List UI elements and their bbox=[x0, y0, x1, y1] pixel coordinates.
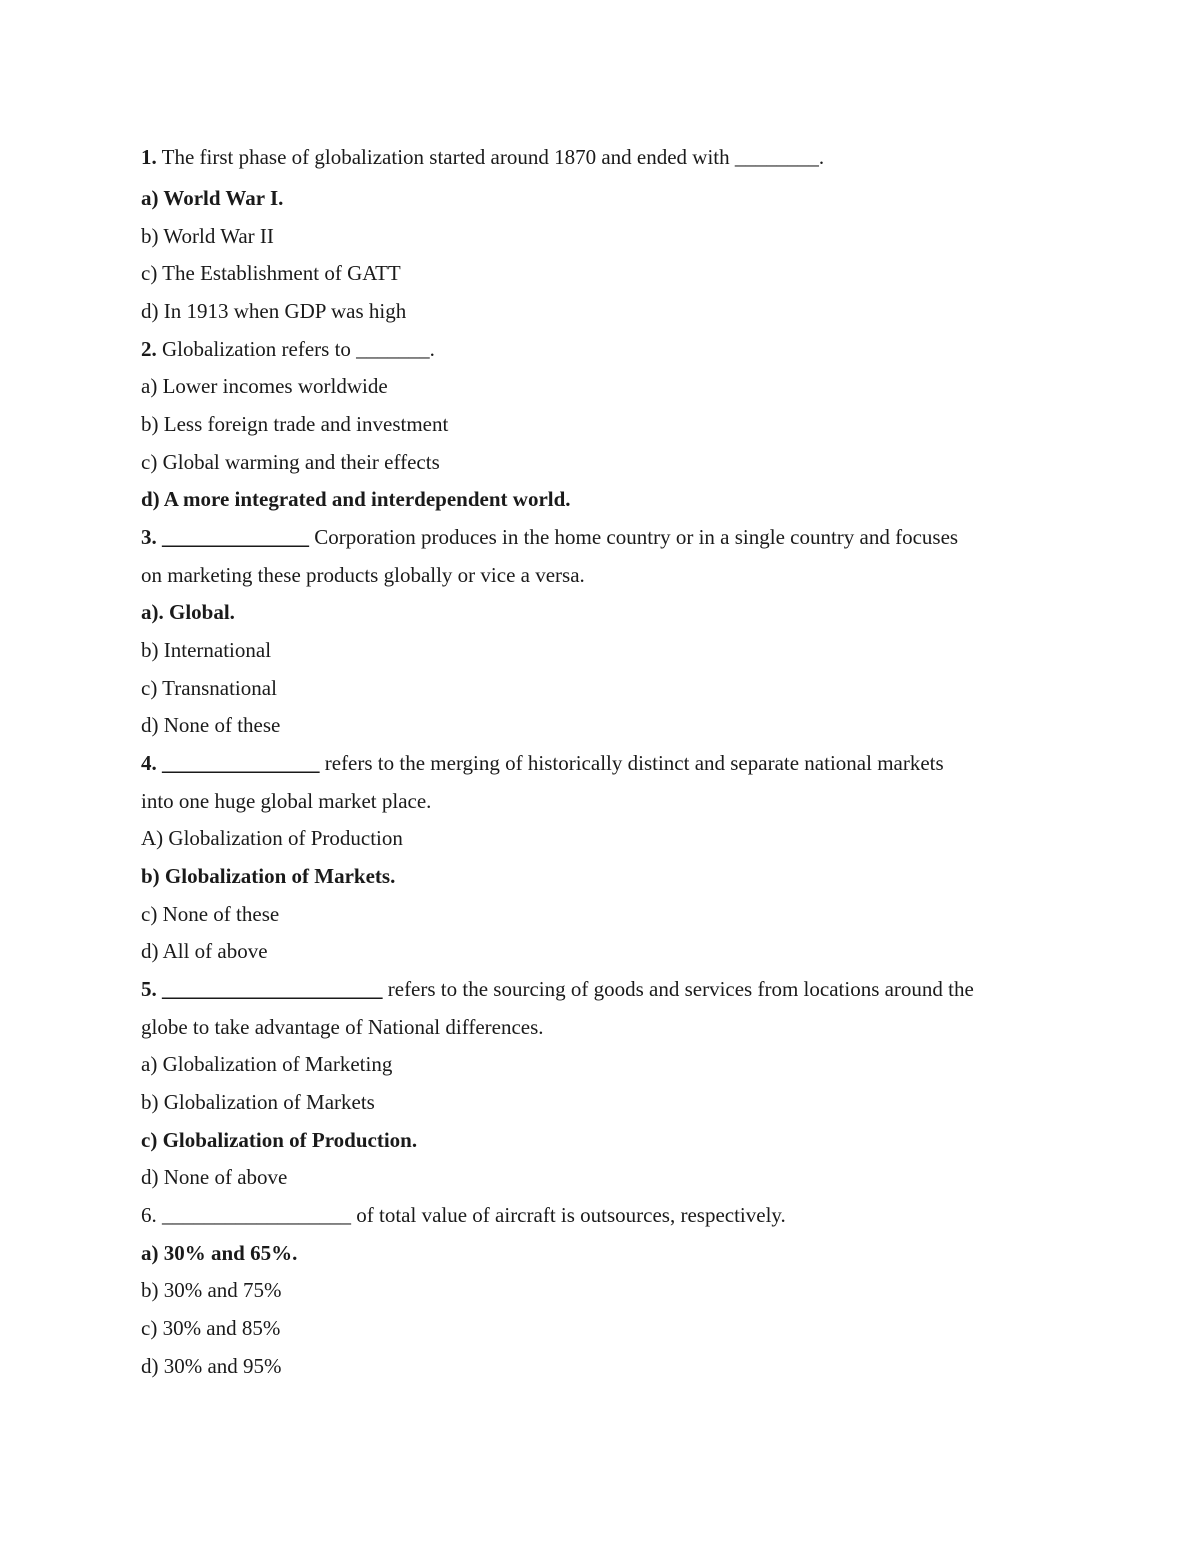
question-text: refers to the sourcing of goods and services from locations around the bbox=[382, 977, 974, 1001]
option-correct: a) World War I. bbox=[141, 186, 284, 210]
question-6 bbox=[141, 1203, 1061, 1227]
answer-blank: _______________ bbox=[156, 751, 320, 775]
option: c) 30% and 85% bbox=[141, 1316, 281, 1340]
option: d) All of above bbox=[141, 939, 268, 963]
question-5 bbox=[141, 977, 1061, 1001]
answer-blank: _____________________ bbox=[156, 977, 383, 1001]
question-3 bbox=[141, 525, 1061, 549]
question-number: 4. bbox=[141, 751, 157, 775]
option: c) The Establishment of GATT bbox=[141, 261, 401, 285]
option: c) Global warming and their effects bbox=[141, 450, 440, 474]
question-number: 3. bbox=[141, 525, 157, 549]
question-text: Corporation produces in the home country or in a single country and focuses bbox=[309, 525, 959, 549]
option: c) Transnational bbox=[141, 676, 277, 700]
question-1 bbox=[141, 145, 1061, 169]
option: d) None of these bbox=[141, 713, 281, 737]
question-2 bbox=[141, 337, 1061, 361]
option-correct: a). Global. bbox=[141, 600, 235, 624]
question-number: 2. bbox=[141, 337, 157, 361]
question-text-continued: globe to take advantage of National differences. bbox=[141, 1015, 544, 1039]
question-text: Globalization refers to _______. bbox=[156, 337, 435, 361]
option-correct: c) Globalization of Production. bbox=[141, 1128, 418, 1152]
option: d) None of above bbox=[141, 1165, 288, 1189]
question-number: 6. bbox=[141, 1203, 157, 1227]
question-text: of total value of aircraft is outsources, respectively. bbox=[351, 1203, 786, 1227]
option: d) In 1913 when GDP was high bbox=[141, 299, 407, 323]
option: a) Globalization of Marketing bbox=[141, 1052, 393, 1076]
question-number: 1. bbox=[141, 145, 157, 169]
question-text-continued: on marketing these products globally or vice a versa. bbox=[141, 563, 585, 587]
option: b) World War II bbox=[141, 224, 274, 248]
answer-blank: ______________ bbox=[156, 525, 309, 549]
option: a) Lower incomes worldwide bbox=[141, 374, 388, 398]
option: b) Less foreign trade and investment bbox=[141, 412, 449, 436]
answer-blank: __________________ bbox=[156, 1203, 351, 1227]
option: c) None of these bbox=[141, 902, 280, 926]
option: d) 30% and 95% bbox=[141, 1354, 282, 1378]
option-correct: d) A more integrated and interdependent world. bbox=[141, 487, 571, 511]
option: A) Globalization of Production bbox=[141, 826, 403, 850]
question-text: The first phase of globalization started around 1870 and ended with ________. bbox=[156, 145, 825, 169]
option-correct: b) Globalization of Markets. bbox=[141, 864, 396, 888]
option: b) International bbox=[141, 638, 272, 662]
question-text-continued: into one huge global market place. bbox=[141, 789, 432, 813]
question-4 bbox=[141, 751, 1061, 775]
question-text: refers to the merging of historically distinct and separate national markets bbox=[319, 751, 944, 775]
option: b) 30% and 75% bbox=[141, 1278, 282, 1302]
option-correct: a) 30% and 65%. bbox=[141, 1241, 298, 1265]
question-number: 5. bbox=[141, 977, 157, 1001]
option: b) Globalization of Markets bbox=[141, 1090, 375, 1114]
